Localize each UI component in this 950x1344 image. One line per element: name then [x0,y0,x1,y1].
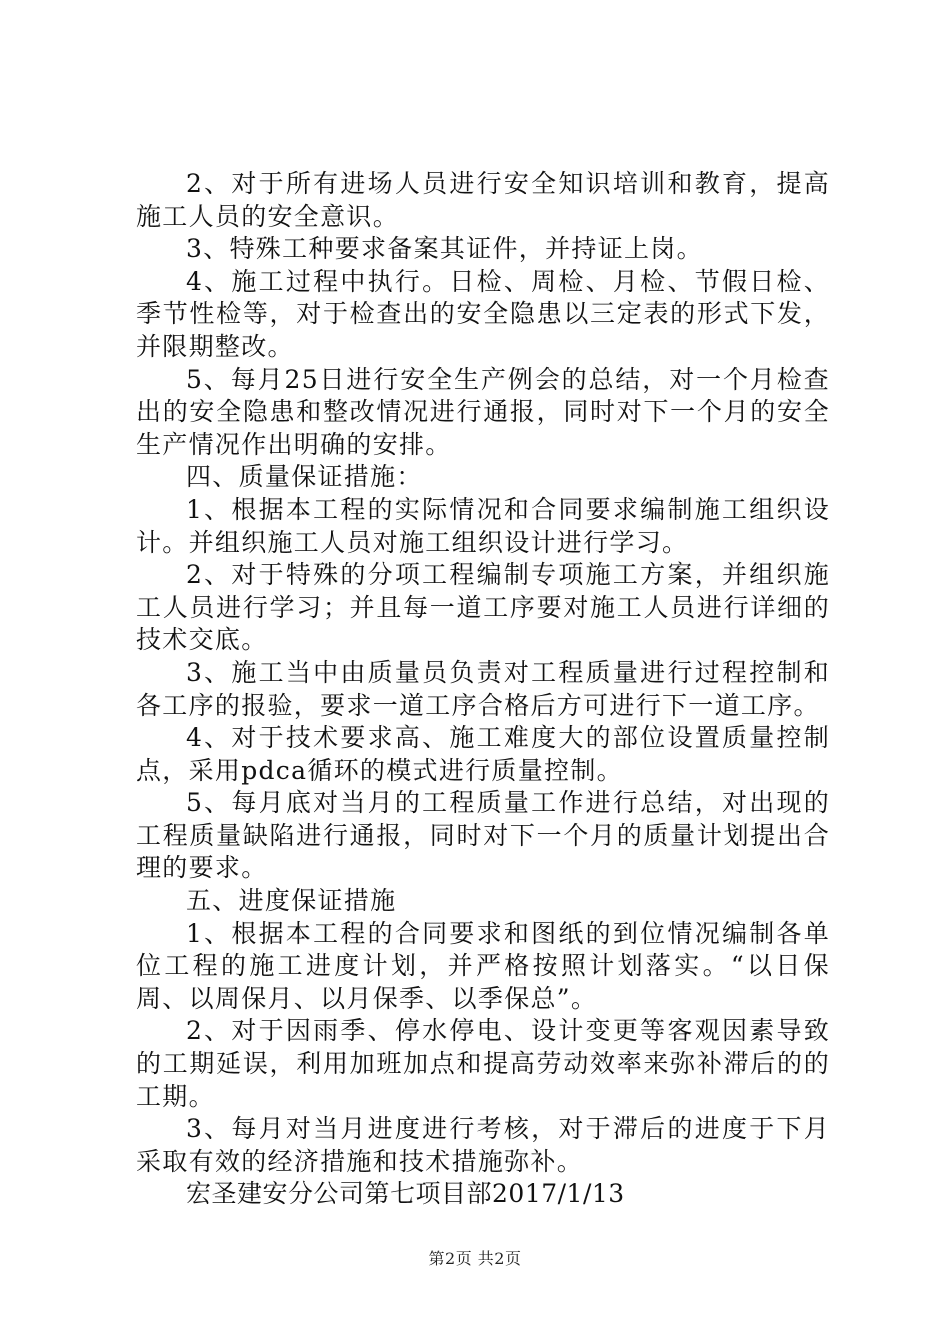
paragraph-schedule-1: 1、根据本工程的合同要求和图纸的到位情况编制各单位工程的施工进度计划，并严格按照计划落实。“以日保周、以周保月、以月保季、以季保总”。 [136,918,830,1013]
paragraph-quality-1: 1、根据本工程的实际情况和合同要求编制施工组织设计。并组织施工人员对施工组织设计进行学习。 [136,494,830,557]
paragraph-safety-4: 4、施工过程中执行。日检、周检、月检、节假日检、季节性检等，对于检查出的安全隐患以三定表的形式下发，并限期整改。 [136,266,830,361]
section-heading-schedule: 五、进度保证措施 [186,886,397,916]
paragraph-schedule-3: 3、每月对当月进度进行考核，对于滞后的进度于下月采取有效的经济措施和技术措施弥补。 [136,1114,830,1176]
paragraph-quality-3: 3、施工当中由质量员负责对工程质量进行过程控制和各工序的报验，要求一道工序合格后方可进行下一道工序。 [136,657,830,720]
document-body [136,168,830,1211]
page-footer: 第2页 共2页 [428,1249,522,1268]
paragraph-safety-2: 2、对于所有进场人员进行安全知识培训和教育，提高施工人员的安全意识。 [136,169,830,231]
signature-line: 宏圣建安分公司第七项目部2017/1/13 [186,1179,625,1209]
paragraph-schedule-2: 2、对于因雨季、停水停电、设计变更等客观因素导致的工期延误，利用加班加点和提高劳动效率来弥补滞后的的工期。 [136,1016,830,1111]
paragraph-quality-4: 4、对于技术要求高、施工难度大的部位设置质量控制点，采用pdca循环的模式进行质量控制。 [136,723,830,785]
paragraph-quality-2: 2、对于特殊的分项工程编制专项施工方案，并组织施工人员进行学习；并且每一道工序要对施工人员进行详细的技术交底。 [136,560,830,655]
paragraph-quality-5: 5、每月底对当月的工程质量工作进行总结，对出现的工程质量缺陷进行通报，同时对下一个月的质量计划提出合理的要求。 [136,788,830,883]
paragraph-safety-5: 5、每月25日进行安全生产例会的总结，对一个月检查出的安全隐患和整改情况进行通报，同时对下一个月的安全生产情况作出明确的安排。 [136,364,830,459]
section-heading-quality: 四、质量保证措施： [186,462,423,492]
paragraph-safety-3: 3、特殊工种要求备案其证件，并持证上岗。 [186,234,703,264]
